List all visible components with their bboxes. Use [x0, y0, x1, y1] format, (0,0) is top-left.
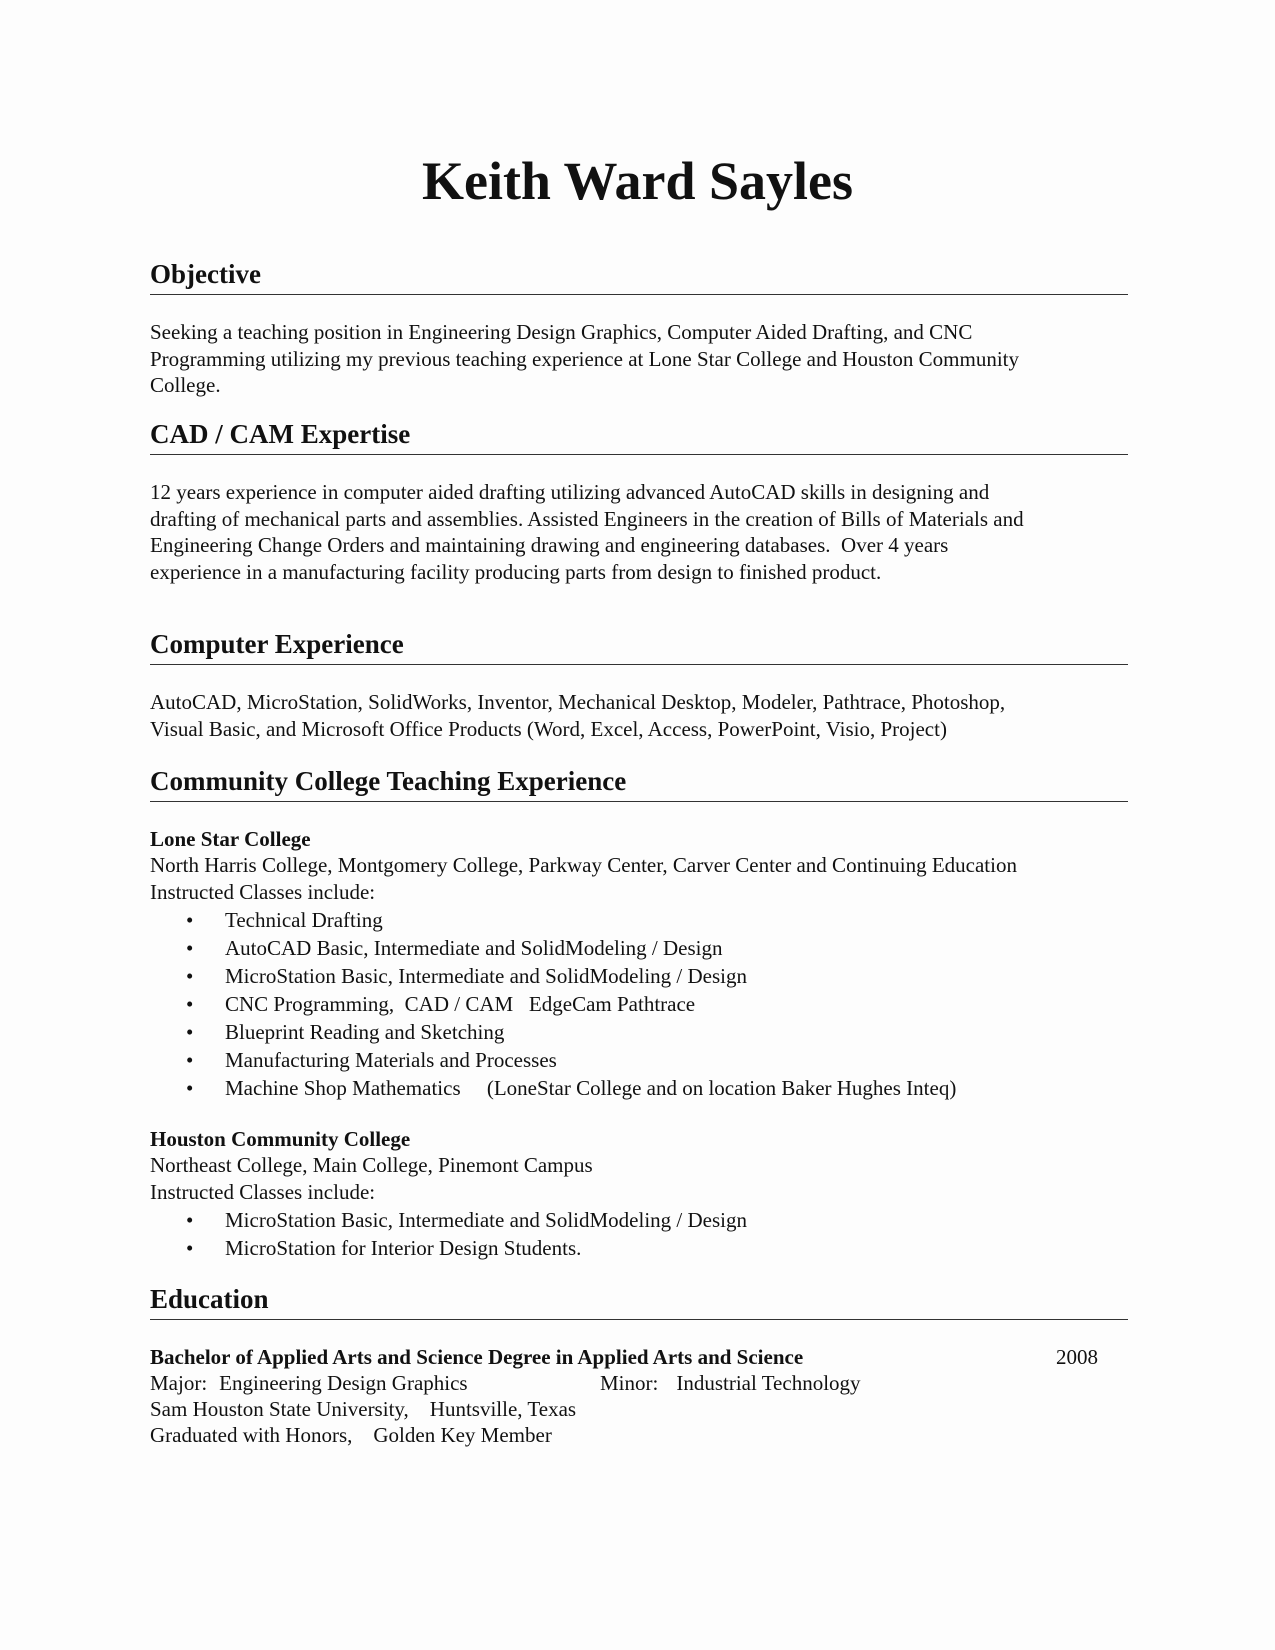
houston-info [150, 1152, 1110, 1205]
houston-title: Houston Community College [150, 1127, 411, 1151]
lone-star-title: Lone Star College [150, 827, 311, 851]
education-degree: Bachelor of Applied Arts and Science Degree in Applied Arts and Science [150, 1345, 804, 1369]
list-item: • MicroStation Basic, Intermediate and SolidModeling / Design [150, 1206, 1110, 1234]
major-value: Engineering Design Graphics [219, 1371, 468, 1395]
houston-campuses: Northeast College, Main College, Pinemont Campus [150, 1153, 593, 1177]
objective-line: College. [150, 373, 221, 397]
list-item: • MicroStation Basic, Intermediate and SolidModeling / Design [150, 962, 1110, 990]
objective-text [150, 319, 1110, 399]
minor-group [600, 1370, 861, 1396]
education-heading: Education [150, 1283, 1128, 1320]
education-university: Sam Houston State University, Huntsville, Texas [150, 1397, 577, 1421]
list-item: • Machine Shop Mathematics (LoneStar College and on location Baker Hughes Inteq) [150, 1074, 1110, 1102]
cadcam-heading: CAD / CAM Expertise [150, 418, 1128, 455]
computer-heading: Computer Experience [150, 628, 1128, 665]
cadcam-text [150, 479, 1110, 585]
education-honors: Graduated with Honors, Golden Key Member [150, 1423, 552, 1447]
list-item: • Blueprint Reading and Sketching [150, 1018, 1110, 1046]
minor-value: Industrial Technology [676, 1371, 861, 1395]
list-item: • MicroStation for Interior Design Students. [150, 1234, 1110, 1262]
major-label: Major: [150, 1371, 208, 1395]
education-degree-row [150, 1344, 1098, 1370]
cadcam-line: 12 years experience in computer aided drafting utilizing advanced AutoCAD skills in designing and [150, 480, 990, 504]
education-major-row [150, 1370, 1098, 1396]
list-item: • CNC Programming, CAD / CAM EdgeCam Pathtrace [150, 990, 1110, 1018]
lone-star-classes-label: Instructed Classes include: [150, 879, 376, 904]
houston-classes-list [150, 1206, 1110, 1262]
list-item: • Manufacturing Materials and Processes [150, 1046, 1110, 1074]
lone-star-classes-list [150, 906, 1110, 1102]
teaching-heading: Community College Teaching Experience [150, 765, 1128, 802]
cadcam-line: Engineering Change Orders and maintaining drawing and engineering databases. Over 4 years [150, 533, 949, 557]
resume-name: Keith Ward Sayles [421, 151, 854, 211]
computer-line: Visual Basic, and Microsoft Office Products (Word, Excel, Access, PowerPoint, Visio, Project) [150, 716, 947, 741]
computer-text [150, 689, 1110, 742]
cadcam-line: experience in a manufacturing facility producing parts from design to finished product. [150, 559, 882, 584]
objective-heading: Objective [150, 258, 1128, 295]
list-item: • AutoCAD Basic, Intermediate and SolidModeling / Design [150, 934, 1110, 962]
houston-classes-label: Instructed Classes include: [150, 1179, 376, 1204]
lone-star-info [150, 852, 1110, 905]
education-year: 2008 [1056, 1345, 1098, 1369]
lone-star-campuses: North Harris College, Montgomery College, Parkway Center, Carver Center and Continuing Education [150, 853, 1017, 877]
objective-line: Seeking a teaching position in Engineering Design Graphics, Computer Aided Drafting, and CNC [150, 320, 973, 344]
computer-line: AutoCAD, MicroStation, SolidWorks, Inventor, Mechanical Desktop, Modeler, Pathtrace, Photoshop, [150, 690, 1006, 714]
objective-line: Programming utilizing my previous teaching experience at Lone Star College and Houston Community [150, 346, 1019, 371]
cadcam-line: drafting of mechanical parts and assemblies. Assisted Engineers in the creation of Bills of Materials and [150, 506, 1024, 531]
list-item: • Technical Drafting [150, 906, 1110, 934]
minor-label: Minor: [600, 1371, 659, 1395]
